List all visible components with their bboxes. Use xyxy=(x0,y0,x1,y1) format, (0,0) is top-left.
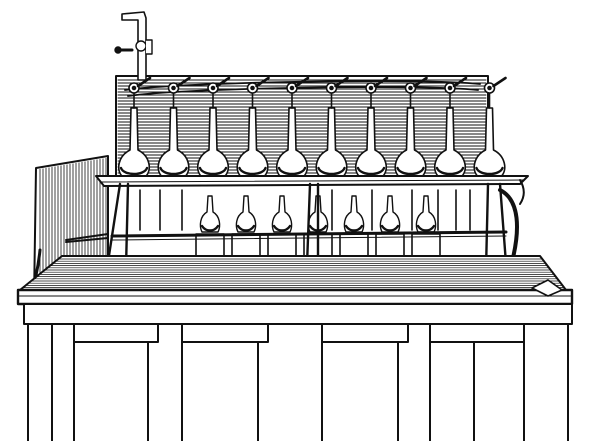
table-frame xyxy=(24,304,572,441)
water-tap-pipe xyxy=(115,12,152,80)
stand-top-shelf xyxy=(96,176,528,186)
base-platform xyxy=(18,256,572,304)
